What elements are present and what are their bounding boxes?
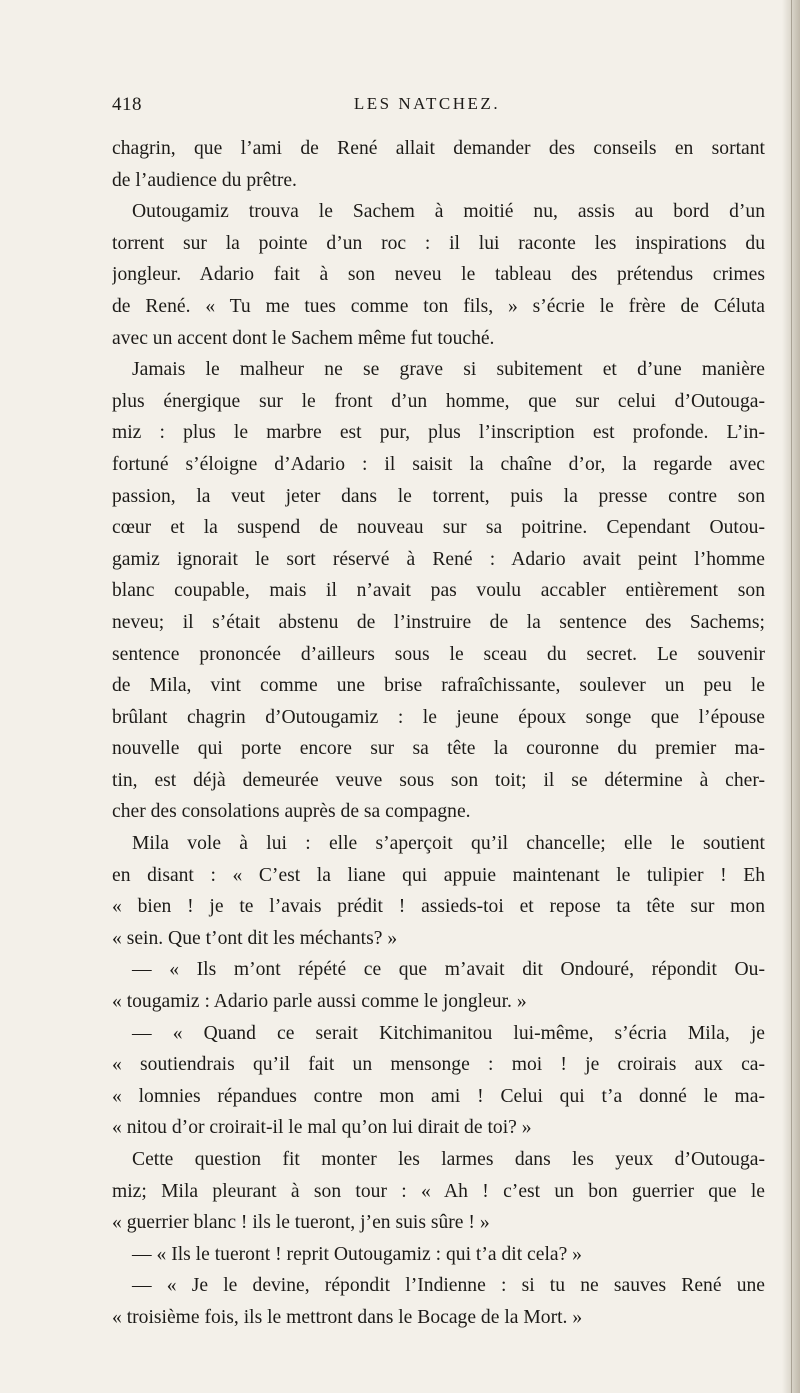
- text-line: de l’audience du prêtre.: [112, 169, 297, 191]
- text-line: « tougamiz : Adario parle aussi comme le jongleur. »: [112, 991, 527, 1013]
- text-line: — « Ils le tueront ! reprit Outougamiz : qui t’a dit cela? »: [132, 1243, 582, 1265]
- text-line: — « Ils m’ont répété ce que m’avait dit Ondouré, répondit Ou-: [132, 959, 765, 981]
- page-header: [112, 94, 742, 118]
- text-line: « lomnies répandues contre mon ami ! Celui qui t’a donné le ma-: [112, 1085, 765, 1107]
- text-line: blanc coupable, mais il n’avait pas voulu accabler entièrement son: [112, 580, 765, 602]
- text-line: Cette question fit monter les larmes dans les yeux d’Outouga-: [132, 1149, 765, 1170]
- running-title: LES NATCHEZ.: [353, 94, 501, 113]
- text-line: Jamais le malheur ne se grave si subitement et d’une manière: [132, 359, 765, 381]
- text-line: jongleur. Adario fait à son neveu le tableau des prétendus crimes: [112, 264, 765, 286]
- text-line: — « Quand ce serait Kitchimanitou lui-même, s’écria Mila, je: [132, 1022, 765, 1044]
- page-number: 418: [112, 94, 142, 115]
- text-line: avec un accent dont le Sachem même fut touché.: [112, 327, 495, 349]
- text-line: cœur et la suspend de nouveau sur sa poitrine. Cependant Outou-: [112, 517, 765, 539]
- text-line: Mila vole à lui : elle s’aperçoit qu’il chancelle; elle le soutient: [132, 833, 765, 855]
- text-line: brûlant chagrin d’Outougamiz : le jeune époux songe que l’épouse: [112, 706, 765, 728]
- text-line: cher des consolations auprès de sa compagne.: [112, 801, 471, 823]
- text-line: « soutiendrais qu’il fait un mensonge : moi ! je croirais aux ca-: [112, 1054, 765, 1076]
- text-line: tin, est déjà demeurée veuve sous son toit; il se détermine à cher-: [112, 769, 765, 791]
- text-line: sentence prononcée d’ailleurs sous le sceau du secret. Le souvenir: [112, 643, 765, 665]
- text-line: torrent sur la pointe d’un roc : il lui raconte les inspirations du: [112, 232, 765, 254]
- text-line: « nitou d’or croirait-il le mal qu’on lui dirait de toi? »: [112, 1117, 532, 1139]
- text-line: fortuné s’éloigne d’Adario : il saisit la chaîne d’or, la regarde avec: [112, 453, 765, 475]
- text-line: gamiz ignorait le sort réservé à René : Adario avait peint l’homme: [112, 548, 765, 570]
- text-line: « guerrier blanc ! ils le tueront, j’en suis sûre ! »: [112, 1212, 490, 1234]
- text-line: de René. « Tu me tues comme ton fils, » s’écrie le frère de Céluta: [112, 295, 765, 317]
- text-line: plus énergique sur le front d’un homme, que sur celui d’Outouga-: [112, 390, 765, 412]
- body-text: [112, 133, 765, 1334]
- page-edge-line: [791, 0, 792, 1393]
- text-line: miz; Mila pleurant à son tour : « Ah ! c’est un bon guerrier que le: [112, 1180, 765, 1202]
- text-line: Outougamiz trouva le Sachem à moitié nu, assis au bord d’un: [132, 201, 765, 223]
- text-line: « sein. Que t’ont dit les méchants? »: [112, 927, 398, 949]
- text-line: passion, la veut jeter dans le torrent, puis la presse contre son: [112, 485, 765, 507]
- text-line: miz : plus le marbre est pur, plus l’inscription est profonde. L’in-: [112, 422, 765, 444]
- text-line: de Mila, vint comme une brise rafraîchissante, soulever un peu le: [112, 675, 765, 697]
- text-line: en disant : « C’est la liane qui appuie maintenant le tulipier ! Eh: [112, 864, 765, 886]
- text-line: nouvelle qui porte encore sur sa tête la couronne du premier ma-: [112, 738, 765, 760]
- text-line: « bien ! je te l’avais prédit ! assieds-toi et repose ta tête sur mon: [112, 896, 765, 918]
- text-line: — « Je le devine, répondit l’Indienne : si tu ne sauves René une: [132, 1275, 765, 1297]
- text-line: chagrin, que l’ami de René allait demander des conseils en sortant: [112, 138, 765, 159]
- text-line: neveu; il s’était abstenu de l’instruire de la sentence des Sachems;: [112, 611, 765, 633]
- text-line: « troisième fois, ils le mettront dans le Bocage de la Mort. »: [112, 1306, 583, 1328]
